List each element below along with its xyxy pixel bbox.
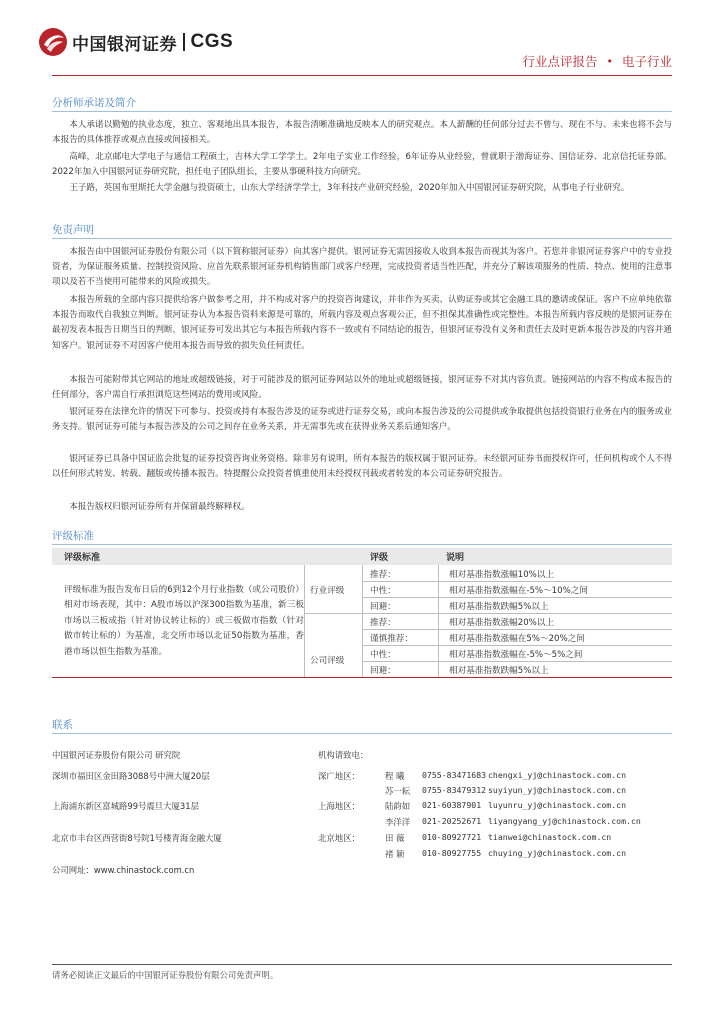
rating-standard-text: 评级标准为报告发布日后的6到12个月行业指数（或公司股价）相对市场表现，其中：A股市场以沪深300指数为基准，新三板市场以三板成指（针对协议转让标的）或三板做市指数（针对做市转让标的）为基准，北交所市场以北证50指数为基准，香港市场以恒生指数为基准。 — [64, 585, 304, 657]
contact-name: 褚 颖 — [385, 849, 405, 859]
region-label-beijing: 北京地区： — [318, 833, 360, 843]
company-rating-category: 公司评级 — [310, 656, 345, 666]
company-research-institute: 中国银河证券股份有限公司 研究院 — [52, 750, 181, 760]
company-rating-label: 推荐： — [370, 618, 396, 628]
company-rating-label: 谨慎推荐： — [370, 634, 413, 644]
contact-name: 苏一耘 — [385, 786, 411, 796]
industry-rating-desc: 相对基准指数涨幅10%以上 — [449, 570, 555, 580]
rating-header-standard: 评级标准 — [64, 553, 101, 563]
industry-rating-category: 行业评级 — [310, 586, 345, 596]
region-label-shanghai: 上海地区： — [318, 801, 360, 811]
header-rule — [52, 75, 672, 76]
contact-email[interactable]: chengxi_yj@chinastock.com.cn — [488, 770, 627, 780]
rating-table — [52, 565, 672, 677]
inquiry-label: 机构请致电： — [318, 750, 369, 760]
contact-phone: 0755-83471683 — [422, 770, 487, 780]
report-category — [522, 52, 672, 70]
rating-section-title: 评级标准 — [52, 530, 94, 542]
contact-email[interactable]: chuying_yj@chinastock.com.cn — [488, 848, 627, 858]
report-type: 行业点评报告 — [522, 54, 598, 69]
contact-phone: 021-60387901 — [422, 800, 482, 810]
company-rating-desc: 相对基准指数涨幅20%以上 — [449, 618, 555, 628]
disclaimer-section-title: 免责声明 — [52, 224, 94, 236]
disclaimer-paragraph: 银河证券已具备中国证监会批复的证券投资咨询业务资格。除非另有说明，所有本报告的版权属于银河证券。未经银河证券书面授权许可，任何机构或个人不得以任何形式转发、转载、翻版或传播本报告。特提醒公众投资者慎重使用未经授权刊载或者转发的本公司证券研究报告。 — [52, 454, 672, 480]
company-rating-label: 中性： — [370, 650, 396, 660]
table-row-divider — [362, 629, 672, 630]
contact-phone: 021-20252671 — [422, 816, 482, 826]
company-logo — [38, 27, 233, 57]
contact-phone: 010-80927721 — [422, 832, 482, 842]
disclaimer-paragraph: 本报告版权归银河证券所有并保留最终解释权。 — [69, 502, 250, 512]
analyst-bio-gaofeng: 高峰，北京邮电大学电子与通信工程硕士，吉林大学工学学士。2年电子实业工作经验，6年证券从业经验，曾就职于渤海证券、国信证券、北京信托证券部。2022年加入中国银河证券研究院，担任电子团队组长，主要从事硬科技方向研究。 — [52, 152, 672, 178]
contact-email[interactable]: suyiyun_yj@chinastock.com.cn — [488, 785, 627, 795]
analyst-commitment-paragraph: 本人承诺以勤勉的执业态度，独立、客观地出具本报告，本报告清晰准确地反映本人的研究观点。本人薪酬的任何部分过去不曾与、现在不与、未来也将不会与本报告的具体推荐或观点直接或间接相关。 — [52, 120, 672, 146]
contact-email[interactable]: luyunru_yj@chinastock.com.cn — [488, 800, 627, 810]
disclaimer-paragraph: 银河证券在法律允许的情况下可参与、投资或持有本报告涉及的证券或进行证券交易，或向本报告涉及的公司提供或争取提供包括投资银行业务在内的服务或业务支持。银河证券可能与本报告涉及的公司之间存在业务关系，并无需事先或在获得业务关系后通知客户。 — [52, 407, 672, 433]
table-row-divider — [362, 581, 672, 582]
company-website[interactable]: 公司网址：www.chinastock.com.cn — [52, 865, 195, 875]
disclaimer-paragraph: 本报告由中国银河证券股份有限公司（以下简称银河证券）向其客户提供。银河证券无需因接收人收到本报告而视其为客户。若您并非银河证券客户中的专业投资者，为保证服务质量、控制投资风险、应首先联系银河证券机构销售部门或客户经理，完成投资者适当性匹配，并充分了解该项服务的性质、特点、使用的注意事项以及若不当使用可能带来的风险或损失。 — [52, 247, 672, 288]
contact-name: 田 薇 — [385, 833, 405, 843]
header-separator: • — [606, 54, 613, 68]
rating-table-bottom-rule — [52, 677, 672, 678]
industry-rating-label: 中性： — [370, 586, 396, 596]
company-rating-desc: 相对基准指数涨幅在-5%～5%之间 — [449, 650, 583, 660]
rating-table-header — [52, 548, 672, 565]
page-header — [0, 0, 724, 80]
disclaimer-section-rule — [52, 238, 672, 239]
region-label-shenzhen-guangzhou: 深广地区： — [318, 771, 360, 781]
table-row-divider — [362, 645, 672, 646]
disclaimer-paragraph: 本报告所载的全部内容只提供给客户做参考之用，并不构成对客户的投资咨询建议，并非作为买卖、认购证券或其它金融工具的邀请或保证。客户不应单纯依靠本报告而取代自我独立判断。银河证券认为本报告资料来源是可靠的，所载内容及观点客观公正，但不担保其准确性或完整性。本报告所载内容反映的是银河证券在最初发表本报告日期当日的判断，银河证券可发出其它与本报告所载内容不一致或有不同结论的报告，但银河证券没有义务和责任去及时更新本报告涉及的内容并通知客户。银河证券不对因客户使用本报告而导致的损失负任何责任。 — [52, 295, 672, 351]
logo-chinese-name: 中国银河证券 — [72, 34, 177, 55]
analyst-bio-wangzilu: 王子路，英国布里斯托大学金融与投资硕士，山东大学经济学学士，3年科技产业研究经验，2020年加入中国银河证券研究院，从事电子行业研究。 — [69, 183, 630, 193]
table-row-divider — [304, 613, 672, 614]
contact-email[interactable]: liyangyang_yj@chinastock.com.cn — [488, 816, 641, 826]
contact-section-rule — [52, 733, 672, 734]
logo-divider — [183, 33, 185, 51]
table-row-divider — [362, 597, 672, 598]
industry-rating-label: 推荐： — [370, 570, 396, 580]
industry-rating-label: 回避： — [370, 602, 396, 612]
table-row-divider — [362, 661, 672, 662]
rating-header-rating: 评级 — [370, 553, 389, 563]
company-rating-label: 回避： — [370, 666, 396, 676]
company-rating-desc: 相对基准指数跌幅5%以上 — [449, 666, 549, 676]
contact-phone: 010-80927755 — [422, 848, 482, 858]
table-divider — [304, 565, 305, 677]
footer-disclaimer-note: 请务必阅读正文最后的中国银河证券股份有限公司免责声明。 — [52, 970, 279, 980]
address-shanghai: 上海浦东新区富城路99号震旦大厦31层 — [52, 801, 199, 811]
disclaimer-paragraph: 本报告可能附带其它网站的地址或超级链接，对于可能涉及的银河证券网站以外的地址或超级链接，银河证券不对其内容负责。链接网站的内容不构成本报告的任何部分，客户需自行承担浏览这些网站的费用或风险。 — [52, 375, 672, 401]
contact-name: 程 曦 — [385, 771, 405, 781]
contact-phone: 0755-83479312 — [422, 785, 487, 795]
logo-english-name: CGS — [190, 31, 234, 52]
analyst-section-title: 分析师承诺及简介 — [52, 97, 136, 109]
contact-name: 李洋洋 — [385, 817, 411, 827]
industry-rating-desc: 相对基准指数跌幅5%以上 — [449, 602, 549, 612]
address-shenzhen: 深圳市福田区金田路3088号中洲大厦20层 — [52, 771, 210, 781]
analyst-section-rule — [52, 111, 672, 112]
industry-name: 电子行业 — [621, 54, 672, 69]
industry-rating-desc: 相对基准指数涨幅在-5%～10%之间 — [449, 586, 588, 596]
contact-section-title: 联系 — [52, 719, 73, 731]
contact-name: 陆韵如 — [385, 801, 411, 811]
address-beijing: 北京市丰台区西营街8号院1号楼青海金融大厦 — [52, 833, 222, 843]
company-rating-desc: 相对基准指数涨幅在5%～20%之间 — [449, 634, 585, 644]
galaxy-logo-icon — [38, 27, 68, 57]
footer-rule — [52, 964, 672, 965]
rating-section-rule — [52, 544, 672, 545]
contact-email[interactable]: tianwei@chinastock.com.cn — [488, 832, 612, 842]
rating-header-description: 说明 — [446, 553, 465, 563]
